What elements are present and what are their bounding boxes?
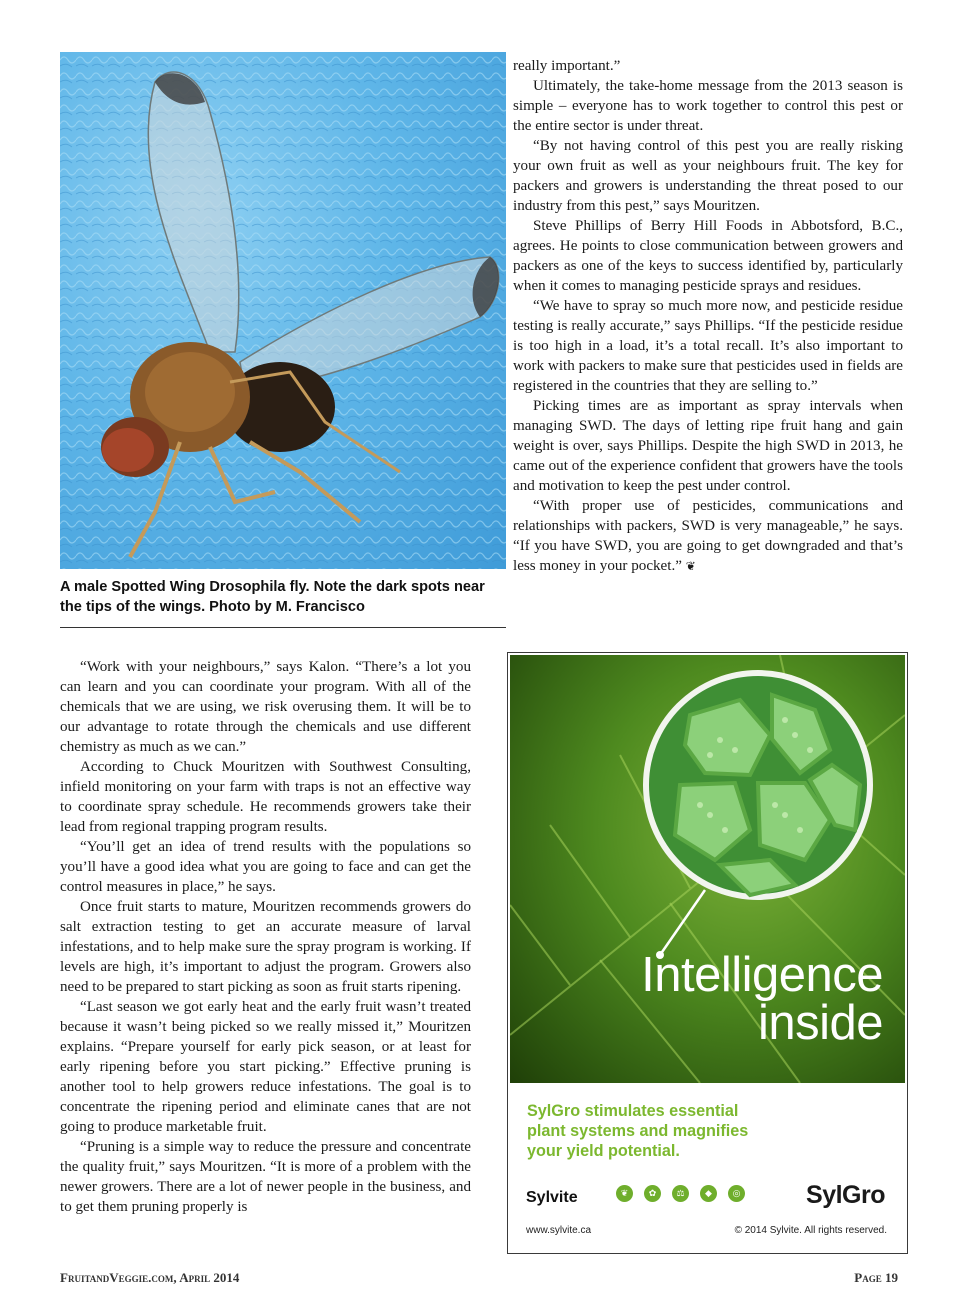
ad-url-link[interactable]: www.sylvite.ca: [526, 1225, 592, 1236]
footer-publication: FruitandVeggie.com, April 2014: [60, 1270, 240, 1285]
sylgro-logo: SylGro: [806, 1181, 885, 1209]
paragraph-final: [513, 496, 903, 576]
target-icon: ◎: [728, 1185, 745, 1202]
sylgro-advertisement[interactable]: [507, 652, 908, 1254]
paragraph: “We have to spray so much more now, and pesticide residue testing is really accurate,” says Phillips. “If the pesticide residue is too high in a load, it’s a total recall. It’s also important to work with packers to make sure that pesticides used in fields are registered in the countries that they are selling to.”: [513, 298, 903, 394]
paragraph: “By not having control of this pest you are really risking your own fruit as well as your neighbours fruit. The key for packers and growers is understanding the threat posed to our industry from this pest,” says Mouritzen.: [513, 138, 903, 214]
diamond-icon: ◆: [700, 1185, 717, 1202]
headline-line: inside: [757, 996, 883, 1050]
photo-caption: A male Spotted Wing Drosophila fly. Note the dark spots near the tips of the wings. Photo by M. Francisco: [60, 579, 485, 615]
paragraph: Ultimately, the take-home message from the 2013 season is simple – everyone has to work together to control this pest or the entire sector is under threat.: [513, 78, 903, 134]
paragraph: “Last season we got early heat and the early fruit wasn’t treated because it wasn’t being picked so we really missed it,” Mouritzen explains. “Prepare yourself for early pick season, or at least for early ripening before you start picking.” Effective pruning is another tool to help growers reduce infestations. The goal is to concentrate the ripening period and eliminate canes that are not going to produce marketable fruit.: [60, 999, 471, 1135]
headline-line: Intelligence: [641, 948, 883, 1002]
paragraph: Steve Phillips of Berry Hill Foods in Abbotsford, B.C., agrees. He points to close communication between growers and packers as one of the keys to success identified by, particularly when it comes to managing pesticide sprays and residues.: [513, 218, 903, 294]
product-icons: [616, 1185, 745, 1202]
leaf-icon: ❦: [616, 1185, 633, 1202]
leaf-image: [510, 655, 905, 1083]
end-mark-icon: ❦: [685, 559, 696, 573]
paragraph: “Pruning is a simple way to reduce the pressure and concentrate the quality fruit,” says Mouritzen. “It is more of a problem with the newer growers. There are a lot of newer people in the business, and to get them pruning properly is: [60, 1139, 471, 1215]
paragraph: “Work with your neighbours,” says Kalon. “There’s a lot you can learn and you can coordinate your program. With all of the chemicals that we are using, we risk overusing them. It will be to our advantage to rotate through the chemicals and use different chemistry as much as we can.”: [60, 659, 471, 755]
caption-divider: [60, 627, 506, 628]
article-right-column: [513, 56, 903, 576]
paragraph: “You’ll get an idea of trend results with the populations so you’ll have a good idea what you are going to face and can get the control measures in place,” he says.: [60, 839, 471, 895]
ad-tagline: SylGro stimulates essential plant systems and magnifies your yield potential.: [527, 1102, 749, 1160]
paragraph: Picking times are as important as spray intervals when managing SWD. The days of letting ripe fruit hang and gain weight is over, says Phillips. Despite the high SWD in 2013, he came out of the experience confident that growers have the tools and motivation to keep the pest under control.: [513, 398, 903, 494]
fly-photo: [60, 52, 506, 569]
paragraph-text: “With proper use of pesticides, communications and relationships with packers, SWD is very manageable,” he says. “If you have SWD, you are going to get downgraded and that’s less money in your pocket.”: [513, 498, 903, 574]
scale-icon: ⚖: [672, 1185, 689, 1202]
ad-headline: [641, 948, 883, 1050]
paragraph: Once fruit starts to mature, Mouritzen recommends growers do salt extraction testing to get an accurate measure of larval infestations, and to help make sure the spray program is working. If levels are high, it’s important to adjust the program. Growers also need to be prepared to start picking as soon as fruit starts ripening.: [60, 899, 471, 995]
paragraph: really important.”: [513, 58, 621, 74]
sprout-icon: ✿: [644, 1185, 661, 1202]
ad-copyright: © 2014 Sylvite. All rights reserved.: [734, 1225, 887, 1236]
sylvite-logo: Sylvite: [526, 1189, 578, 1206]
paragraph: According to Chuck Mouritzen with Southwest Consulting, infield monitoring on your farm with traps is not an effective way to coordinate spray schedule. He recommends growers take their lead from regional trapping program results.: [60, 759, 471, 835]
page-number: Page 19: [854, 1270, 898, 1285]
article-left-column: [60, 657, 471, 1217]
fly-illustration: [60, 52, 506, 569]
